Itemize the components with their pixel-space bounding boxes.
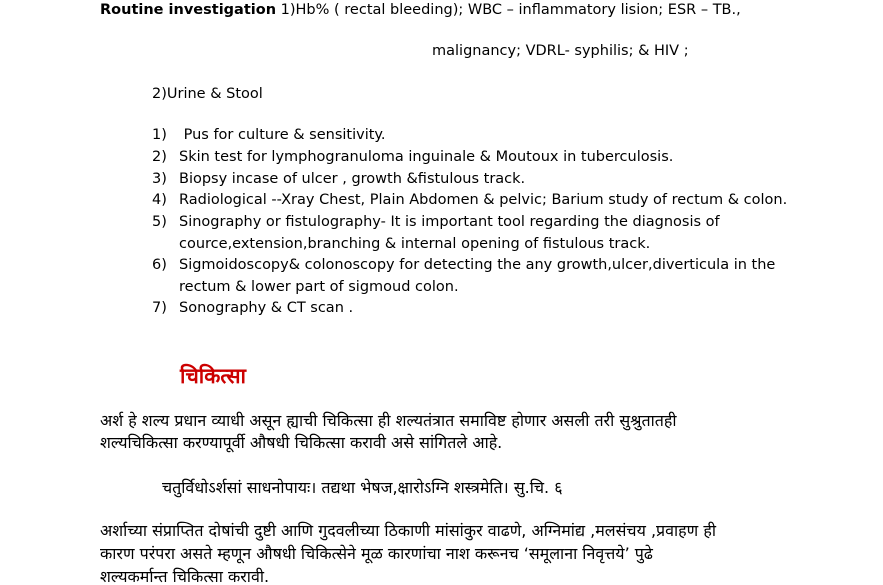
paragraph-2-line-2: कारण परंपरा असते म्हणून औषधी चिकित्सेने मूळ कारणांचा नाश करूनच ‘समूलाना निवृत्तये’ पुढे (100, 544, 653, 563)
paragraph-1-line-1: अर्श हे शल्य प्रधान व्याधी असून ह्याची चिकित्सा ही शल्यतंत्रात समाविष्ट होणार असली तरी सुश्रुतातही (100, 411, 677, 430)
list-item: 2) Skin test for lymphogranuloma inguinale & Moutoux in tuberculosis. (152, 149, 674, 165)
paragraph-1-line-2: शल्यचिकित्सा करण्यापूर्वी औषधी चिकित्सा करावी असे सांगितले आहे. (100, 433, 503, 452)
list-item: 3) Biopsy incase of ulcer , growth &fistulous track. (152, 171, 526, 187)
urine-stool-heading: 2)Urine & Stool (152, 86, 263, 102)
chikitsa-heading: चिकित्सा (180, 364, 246, 388)
routine-investigation-text: 1)Hb% ( rectal bleeding); WBC – inflammatory lision; ESR – TB., (276, 2, 741, 18)
list-item: 6) Sigmoidoscopy& colonoscopy for detecting the any growth,ulcer,diverticula in the (152, 257, 776, 273)
list-item: 5) Sinography or fistulography- It is important tool regarding the diagnosis of (152, 214, 720, 230)
routine-investigation-label: Routine investigation (100, 2, 277, 18)
routine-investigation-continuation: malignancy; VDRL- syphilis; & HIV ; (432, 43, 689, 59)
paragraph-2-line-1: अर्शाच्या संप्राप्तित दोषांची दुष्टी आणि गुदवलीच्या ठिकाणी मांसांकुर वाढणे, अग्निमांद्य ,मलसंचय ,प्रवाहण ही (100, 521, 716, 540)
list-item-continuation: cource,extension,branching & internal opening of fistulous track. (179, 236, 651, 252)
list-item: 4) Radiological --Xray Chest, Plain Abdomen & pelvic; Barium study of rectum & colon. (152, 192, 788, 208)
list-item: 1) Pus for culture & sensitivity. (152, 127, 386, 143)
shloka-line: चतुर्विधोऽर्शसां साधनोपायः। तद्यथा भेषज,क्षारोऽग्नि शस्त्रमेति। सु.चि. ६ (162, 478, 563, 497)
paragraph-2-line-3: शल्यकर्मान्त चिकित्सा करावी. (100, 567, 270, 585)
list-item-continuation: rectum & lower part of sigmoud colon. (179, 279, 459, 295)
routine-investigation-line (100, 0, 741, 20)
list-item: 7) Sonography & CT scan . (152, 300, 354, 316)
